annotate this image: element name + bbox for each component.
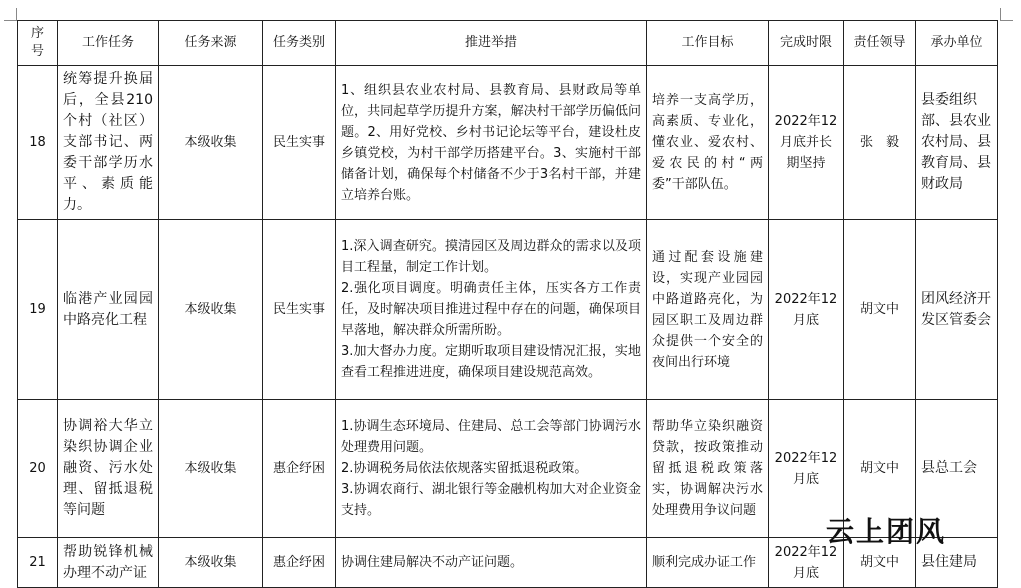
row-category: 民生实事 — [263, 220, 336, 400]
row-seq: 20 — [18, 400, 58, 538]
row-task: 统筹提升换届后，全县210个村（社区）支部书记、两委干部学历水平、素质能力。 — [58, 66, 159, 220]
row-seq: 19 — [18, 220, 58, 400]
row-deadline: 2022年12月底 — [769, 400, 844, 538]
page-corner-mark-right — [1000, 8, 1013, 21]
table-row — [18, 220, 998, 400]
row-deadline: 2022年12月底 — [769, 220, 844, 400]
row-deadline: 2022年12月底 — [769, 538, 844, 588]
row-source: 本级收集 — [159, 538, 263, 588]
row-unit: 县委组织部、县农业农村局、县教育局、县财政局 — [916, 66, 998, 220]
page-corner-mark-left — [4, 8, 17, 21]
header-deadline: 完成时限 — [769, 21, 844, 66]
measure-item: 3.加大督办力度。定期听取项目建设情况汇报，实地查看工程推进进度，确保项目建设规范高效。 — [341, 344, 641, 380]
row-goal: 通过配套设施建设，实现产业园园中路道路亮化，为园区职工及周边群众提供一个安全的夜间出行环境 — [647, 220, 769, 400]
row-source: 本级收集 — [159, 220, 263, 400]
row-category: 民生实事 — [263, 66, 336, 220]
row-deadline: 2022年12月底并长期坚持 — [769, 66, 844, 220]
row-leader: 张 毅 — [844, 66, 916, 220]
header-category: 任务类别 — [263, 21, 336, 66]
row-source: 本级收集 — [159, 400, 263, 538]
row-category: 惠企纾困 — [263, 538, 336, 588]
row-leader: 胡文中 — [844, 400, 916, 538]
header-task: 工作任务 — [58, 21, 159, 66]
row-seq: 18 — [18, 66, 58, 220]
row-leader: 胡文中 — [844, 220, 916, 400]
row-measures: 1、组织县农业农村局、县教育局、县财政局等单位，共同起草学历提升方案，解决村干部学历偏低问题。2、用好党校、乡村书记论坛等平台，建设杜皮乡镇党校，为村干部学历搭建平台。3、实施村干部储备计划，确保每个村储备不少于3名村干部，并建立培养台账。 — [336, 66, 647, 220]
row-unit: 团风经济开发区管委会 — [916, 220, 998, 400]
table-header-row — [18, 21, 998, 66]
header-source: 任务来源 — [159, 21, 263, 66]
measure-item: 1.协调生态环境局、住建局、总工会等部门协调污水处理费用问题。 — [341, 419, 641, 455]
row-task: 临港产业园园中路亮化工程 — [58, 220, 159, 400]
header-leader: 责任领导 — [844, 21, 916, 66]
row-category: 惠企纾困 — [263, 400, 336, 538]
row-unit: 县住建局 — [916, 538, 998, 588]
row-task: 帮助锐锋机械办理不动产证 — [58, 538, 159, 588]
row-seq: 21 — [18, 538, 58, 588]
row-task: 协调裕大华立染织协调企业融资、污水处理、留抵退税等问题 — [58, 400, 159, 538]
row-measures — [336, 220, 647, 400]
table-row — [18, 66, 998, 220]
measure-item: 2.强化项目调度。明确责任主体，压实各方工作责任，及时解决项目推进过程中存在的问题，确保项目早落地，解决群众所需所盼。 — [341, 281, 641, 338]
row-goal: 培养一支高学历，高素质、专业化，懂农业、爱农村、爱农民的村“两委”干部队伍。 — [647, 66, 769, 220]
row-unit: 县总工会 — [916, 400, 998, 538]
measure-item: 2.协调税务局依法依规落实留抵退税政策。 — [341, 461, 588, 476]
row-goal: 顺利完成办证工作 — [647, 538, 769, 588]
row-leader: 胡文中 — [844, 538, 916, 588]
header-unit: 承办单位 — [916, 21, 998, 66]
measure-item: 3.协调农商行、湖北银行等金融机构加大对企业资金支持。 — [341, 482, 641, 518]
header-measures: 推进举措 — [336, 21, 647, 66]
header-goal: 工作目标 — [647, 21, 769, 66]
measure-item: 1.深入调查研究。摸清园区及周边群众的需求以及项目工程量，制定工作计划。 — [341, 239, 641, 275]
row-measures: 协调住建局解决不动产证问题。 — [336, 538, 647, 588]
header-seq: 序号 — [18, 21, 58, 66]
row-goal: 帮助华立染织融资贷款，按政策推动留抵退税政策落实，协调解决污水处理费用争议问题 — [647, 400, 769, 538]
watermark-logo: 云上团风 — [826, 515, 947, 548]
task-table — [17, 20, 998, 588]
row-measures — [336, 400, 647, 538]
row-source: 本级收集 — [159, 66, 263, 220]
